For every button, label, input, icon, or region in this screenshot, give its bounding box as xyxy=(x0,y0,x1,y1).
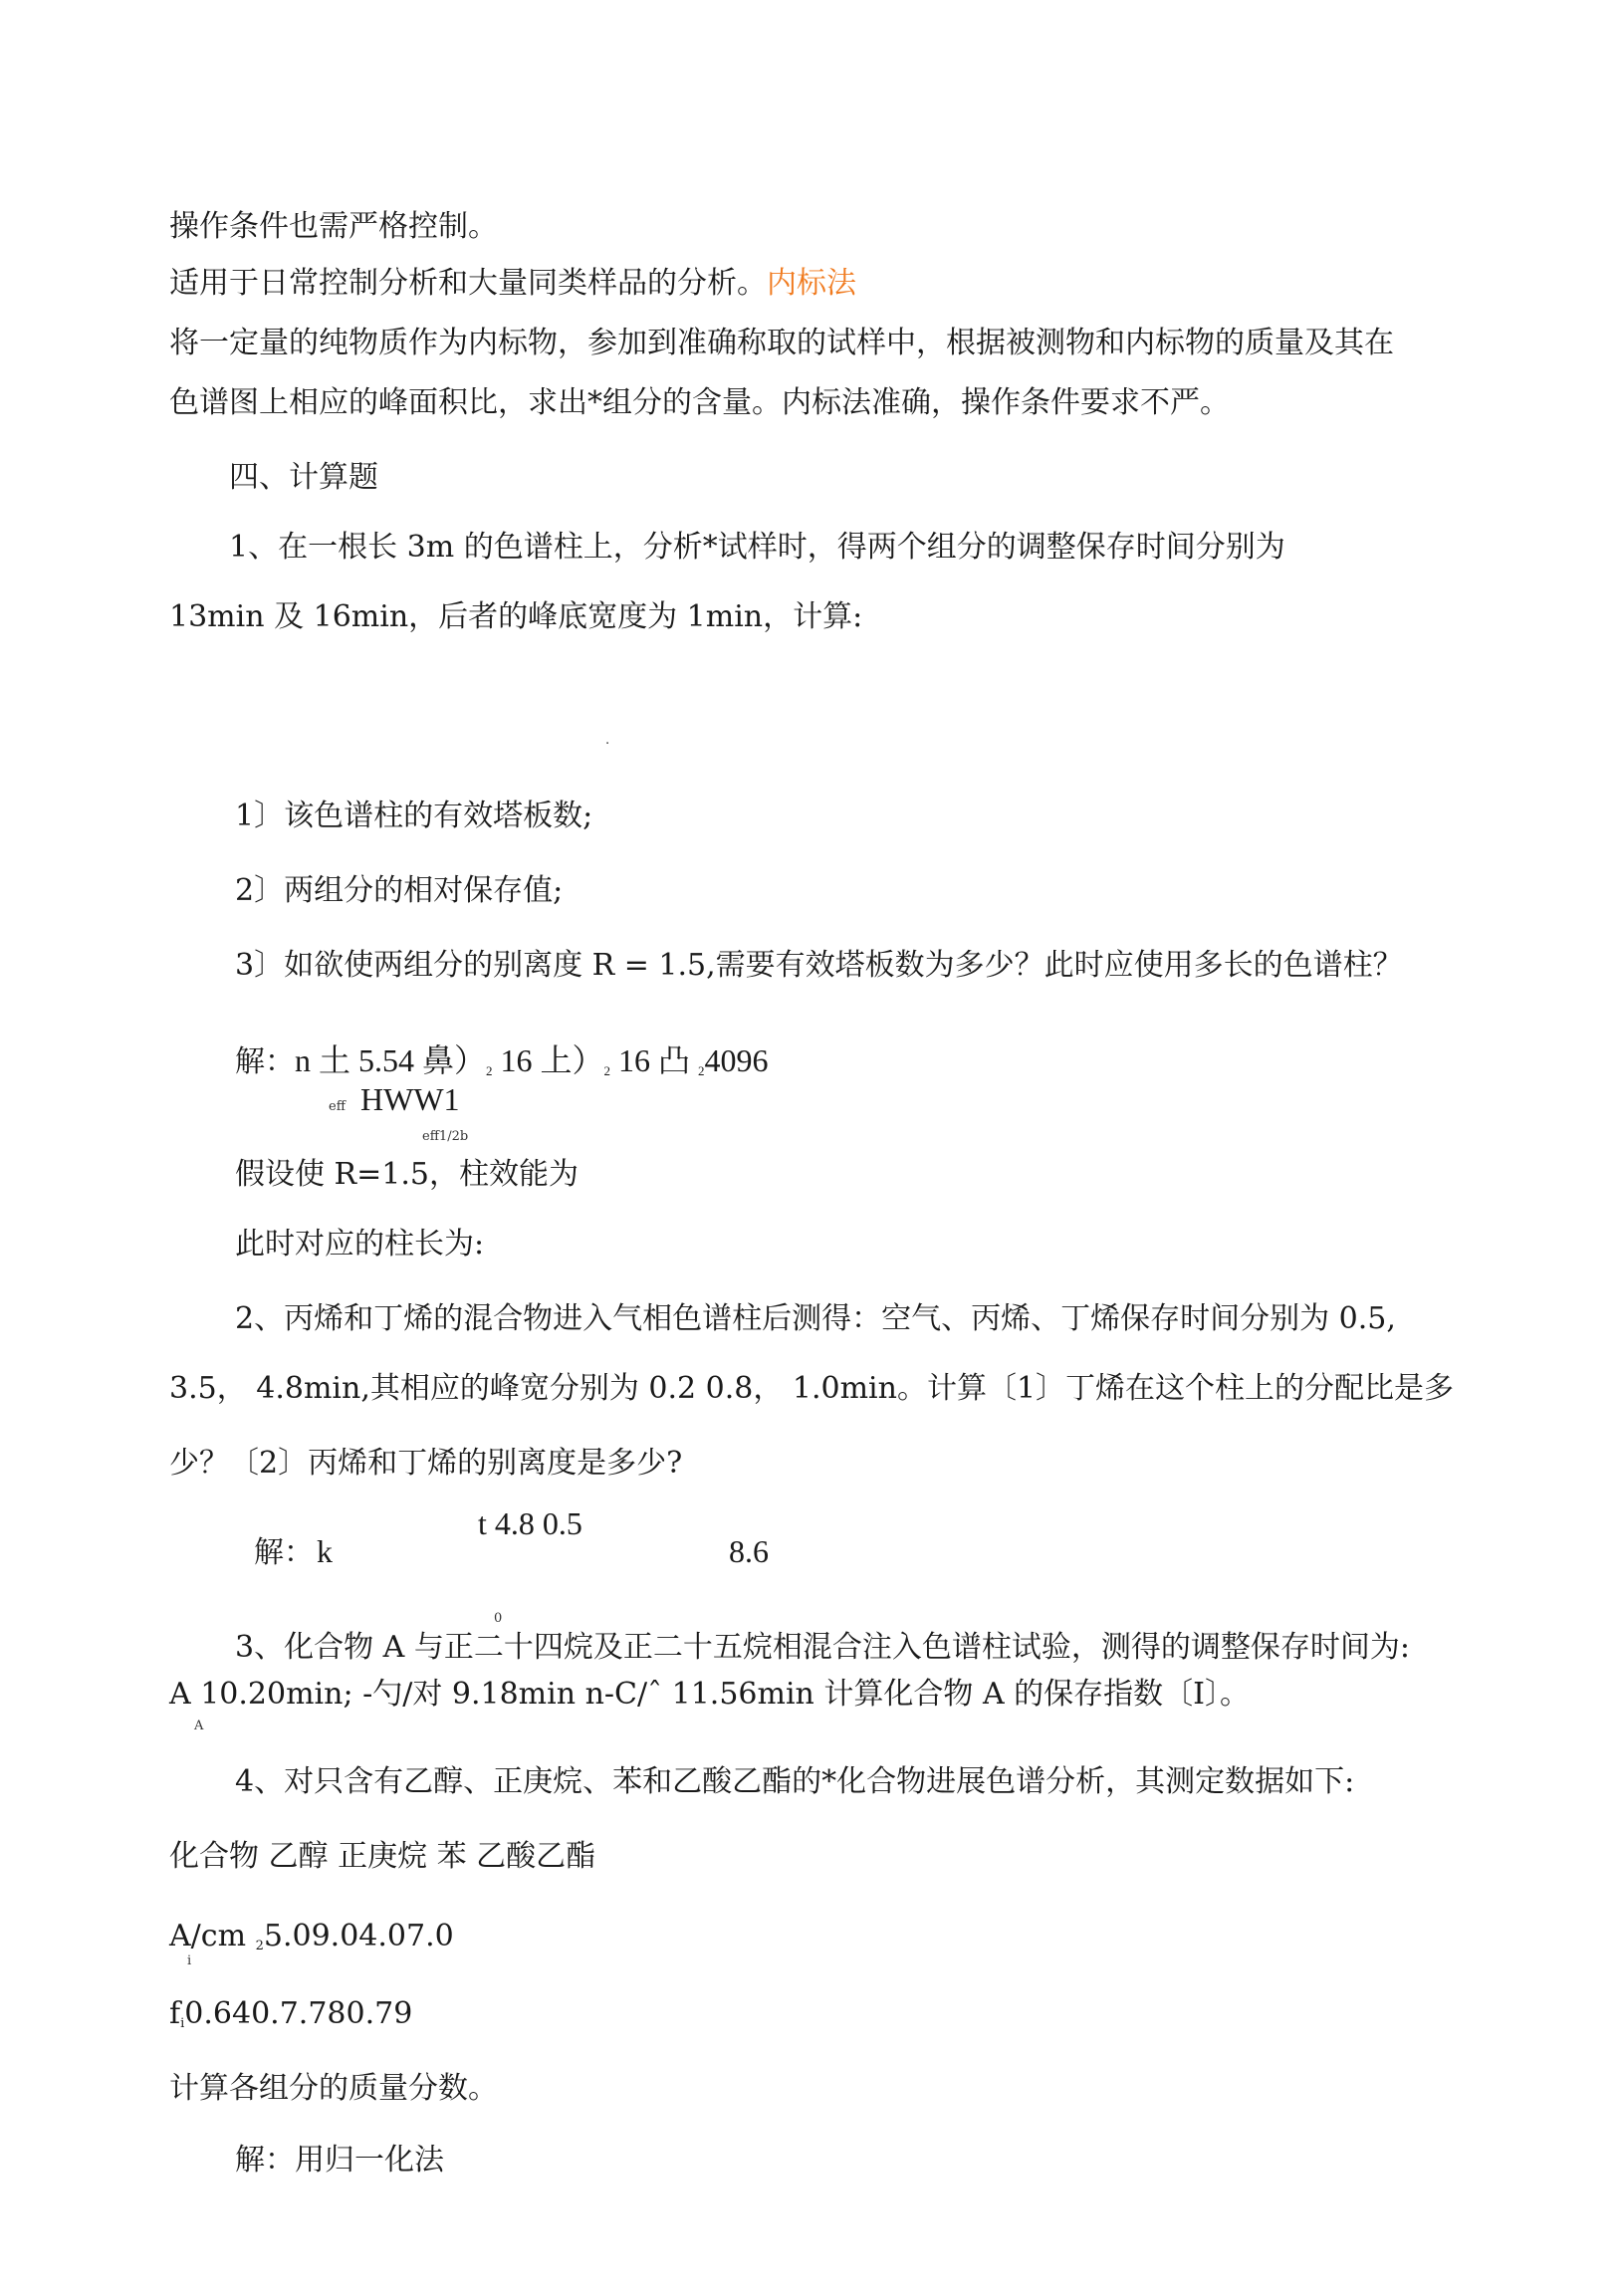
question-1-part-3: 3〕如欲使两组分的别离度 R = 1.5,需要有效塔板数为多少？此时应使用多长的色谱柱？ xyxy=(235,948,1403,983)
question-3-subscript-a: A xyxy=(194,1719,204,1733)
stray-dot: . xyxy=(605,733,610,748)
area-label: A/cm xyxy=(169,1919,247,1953)
solution-1-eff-subscript: eff xyxy=(329,1099,346,1114)
solution-2-result: 8.6 xyxy=(729,1533,769,1569)
solution-1-sub-2: 2 xyxy=(603,1063,611,1078)
solution-1-eff-half-b: eff1/2b xyxy=(422,1129,469,1144)
section-heading-calculation: 四、计算题 xyxy=(229,460,378,495)
line-applicability xyxy=(169,264,856,304)
question-2-line-2: 3.5， 4.8min,其相应的峰宽分别为 0.2 0.8， 1.0min。计算〔1〕丁烯在这个柱上的分配比是多 xyxy=(169,1371,1455,1406)
line-internal-standard-1: 将一定量的纯物质作为内标物，参加到准确称取的试样中，根据被测物和内标物的质量及其在 xyxy=(169,326,1394,360)
solution-1-formula xyxy=(235,1040,769,1091)
area-unit-superscript: 2 xyxy=(255,1939,264,1953)
question-4-task: 计算各组分的质量分数。 xyxy=(169,2071,498,2106)
question-2-line-3: 少？〔2〕丙烯和丁烯的别离度是多少? xyxy=(169,1446,683,1481)
question-3-line-1: 3、化合物 A 与正二十四烷及正二十五烷相混合注入色谱柱试验，测得的调整保存时间为: xyxy=(235,1630,1410,1665)
solution-1-term-c: 16 凸 xyxy=(618,1042,691,1078)
solution-1-label: 解： xyxy=(235,1044,295,1079)
solution-1-assumption: 假设使 R=1.5，柱效能为 xyxy=(235,1157,579,1192)
area-subscript-i: i xyxy=(187,1953,192,1968)
solution-1-term-b: 16 上） xyxy=(500,1042,604,1078)
solution-1-sub-3: 2 xyxy=(698,1063,705,1078)
solution-2-subscript-0: 0 xyxy=(494,1611,503,1626)
factor-values: 0.640.7.780.79 xyxy=(184,1996,413,2031)
applicability-text: 适用于日常控制分析和大量同类样品的分析。 xyxy=(169,266,767,301)
data-row-factor xyxy=(169,1994,412,2044)
solution-1-result: 4096 xyxy=(704,1042,769,1078)
solution-2-k: k xyxy=(317,1533,333,1569)
question-1-line-2: 13min 及 16min，后者的峰底宽度为 1min，计算: xyxy=(169,599,863,634)
question-1-part-2: 2〕两组分的相对保存值; xyxy=(235,873,564,908)
solution-1-sub-1: 2 xyxy=(486,1063,493,1078)
question-1-part-1: 1〕该色谱柱的有效塔板数; xyxy=(235,799,593,833)
solution-4-method: 解：用归一化法 xyxy=(235,2143,444,2178)
factor-label: f xyxy=(169,1996,181,2031)
solution-1-column-length: 此时对应的柱长为: xyxy=(235,1227,485,1262)
factor-subscript: i xyxy=(180,2016,185,2031)
data-row-area xyxy=(169,1917,454,1966)
solution-1-hww: HWW1 xyxy=(360,1081,460,1117)
area-values: 5.09.04.07.0 xyxy=(263,1919,454,1953)
solution-2-fraction: t 4.8 0.5 xyxy=(478,1505,582,1541)
solution-2-label: 解： xyxy=(254,1535,314,1570)
internal-standard-heading: 内标法 xyxy=(767,266,856,301)
data-table-header: 化合物 乙醇 正庚烷 苯 乙酸乙酯 xyxy=(169,1839,596,1874)
question-1-line-1: 1、在一根长 3m 的色谱柱上，分析*试样时，得两个组分的调整保存时间分别为 xyxy=(229,530,1285,565)
question-4-line-1: 4、对只含有乙醇、正庚烷、苯和乙酸乙酯的*化合物进展色谱分析，其测定数据如下: xyxy=(235,1764,1355,1799)
line-internal-standard-2: 色谱图上相应的峰面积比，求出*组分的含量。内标法准确，操作条件要求不严。 xyxy=(169,385,1230,420)
solution-1-term-a: n 土 5.54 鼻） xyxy=(295,1042,487,1078)
question-3-line-2: A 10.20min; -勺/对 9.18min n-C/ˆ 11.56min 计算化合物 A 的保存指数〔I〕。 xyxy=(169,1677,1250,1712)
line-operating-conditions: 操作条件也需严格控制。 xyxy=(169,209,498,244)
question-2-line-1: 2、丙烯和丁烯的混合物进入气相色谱柱后测得：空气、丙烯、丁烯保存时间分别为 0.5, xyxy=(235,1301,1396,1336)
